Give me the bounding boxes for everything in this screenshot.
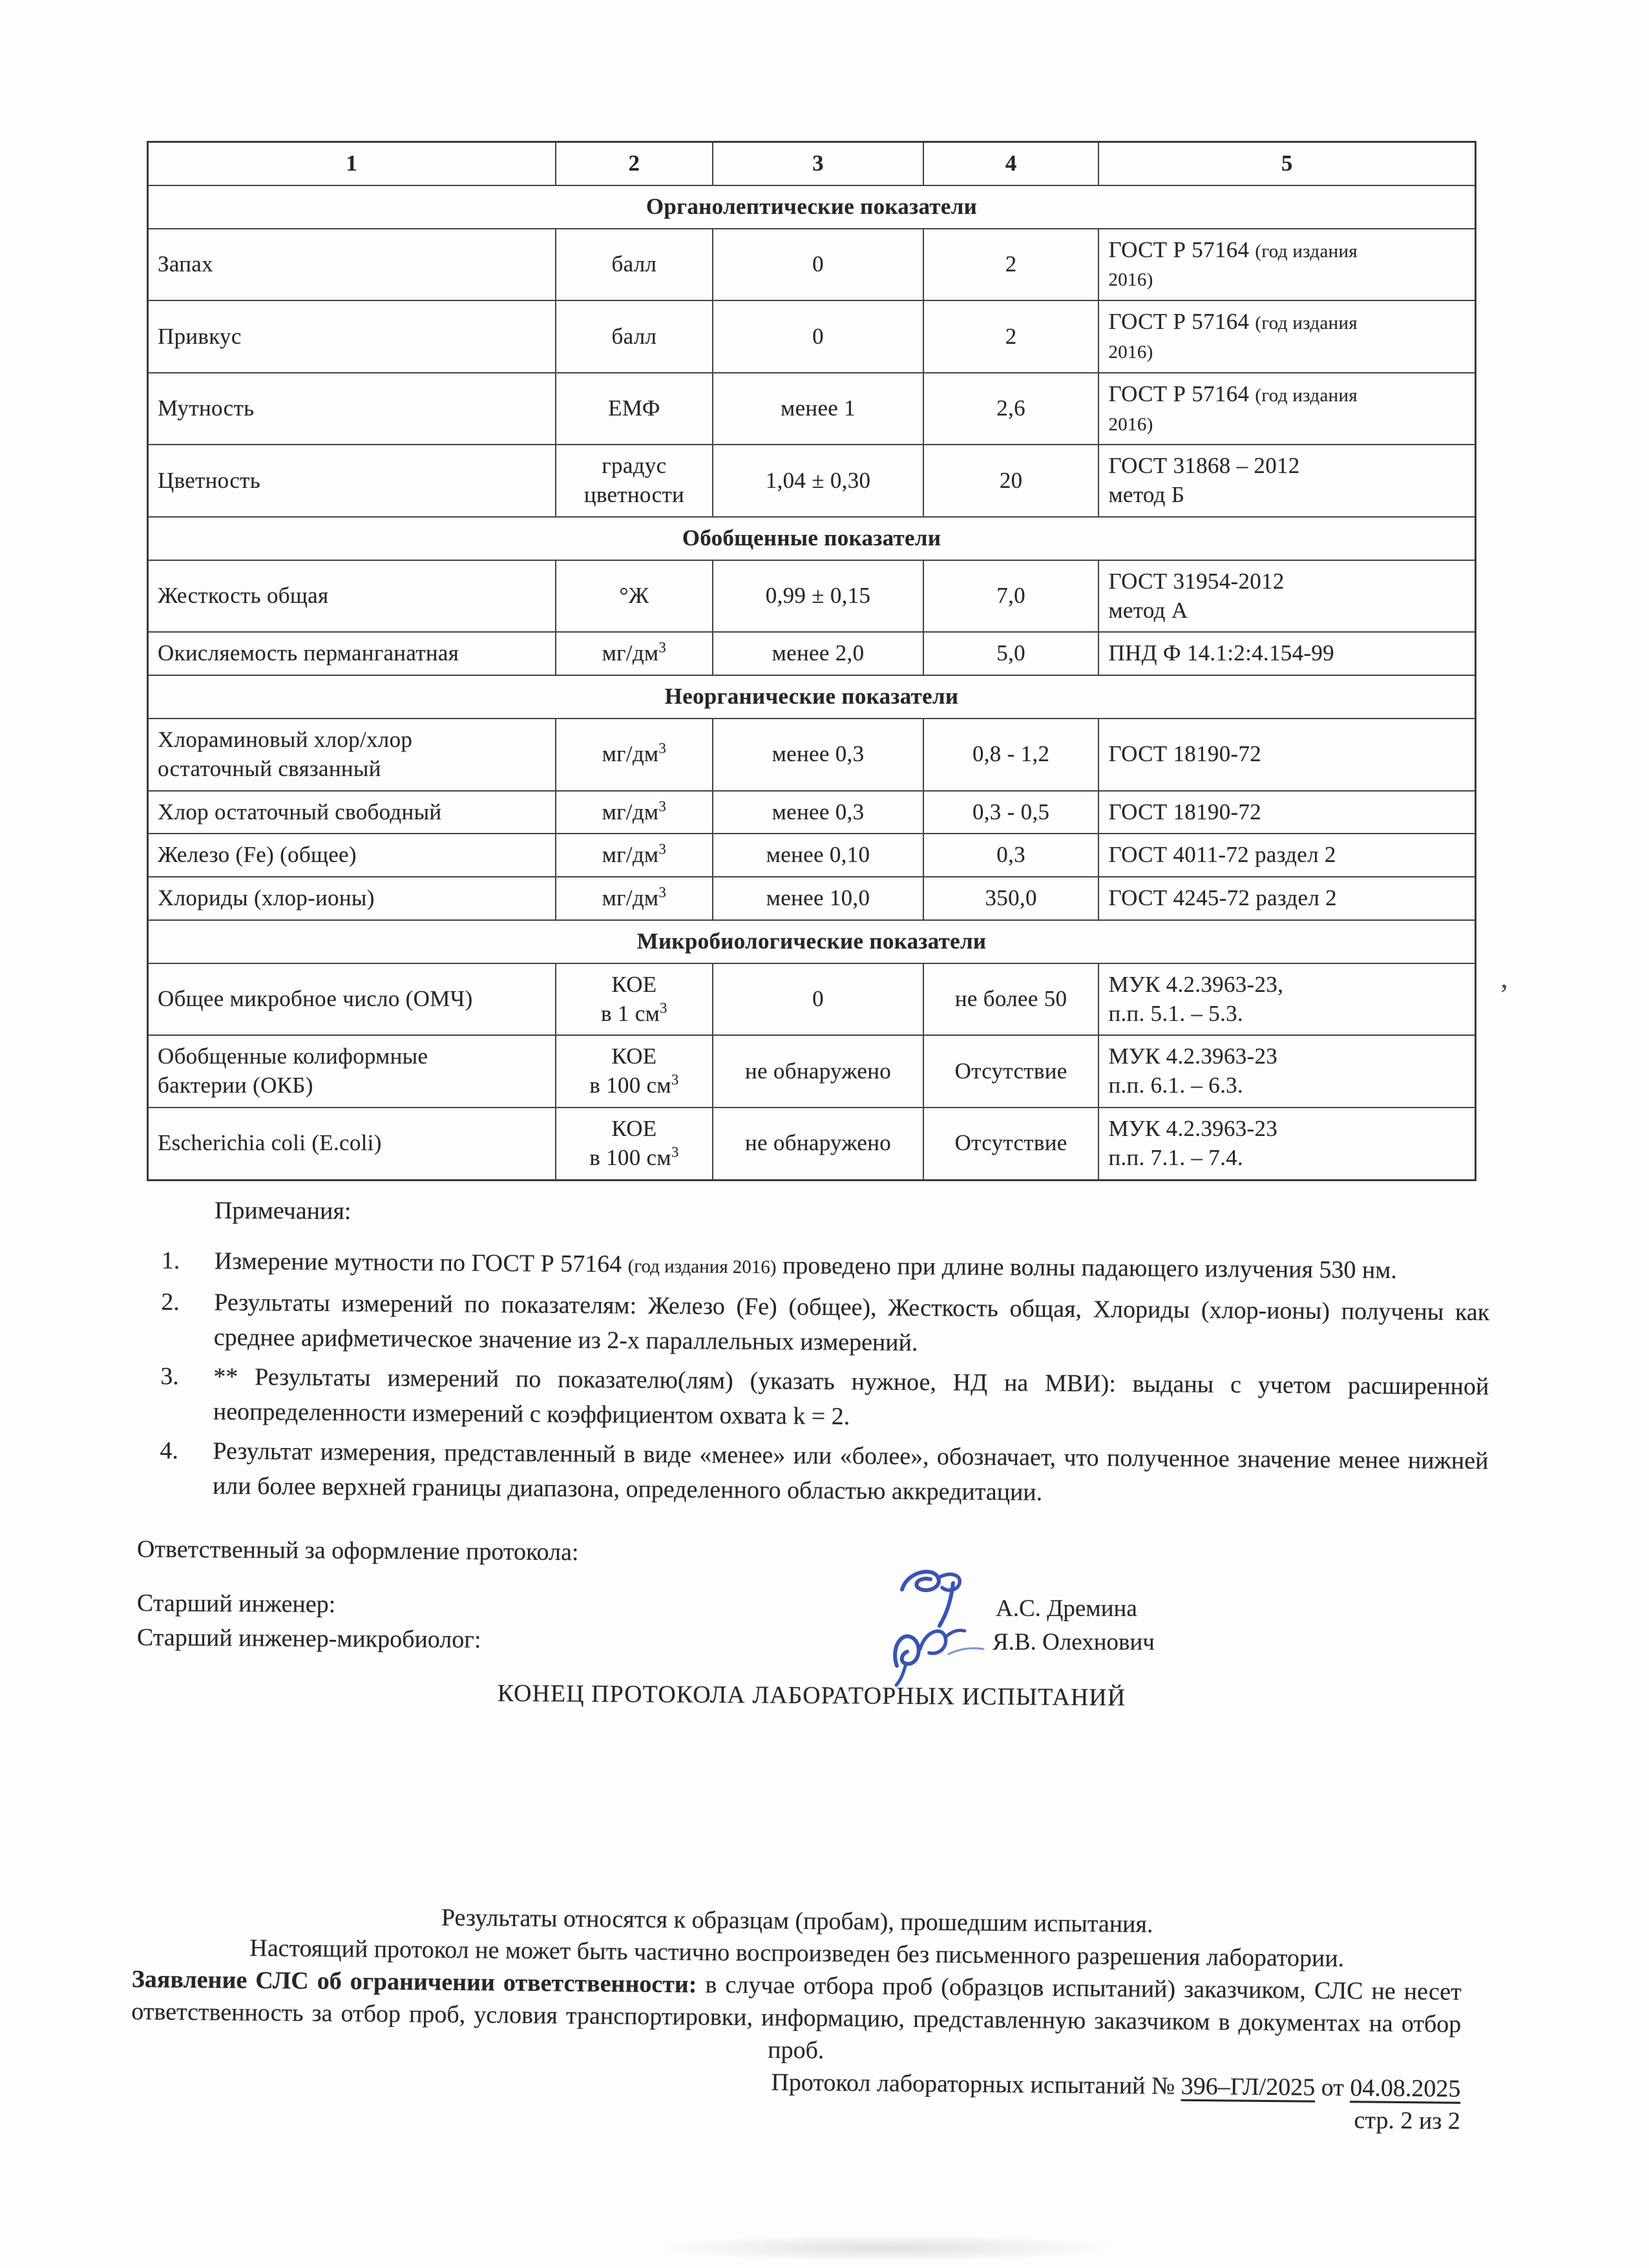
cell-result: 1,04 ± 0,30	[713, 445, 923, 517]
column-header: 5	[1098, 142, 1475, 185]
section-title: Неорганические показатели	[148, 675, 1476, 719]
note-item	[160, 1433, 1489, 1513]
cell-result: 0	[713, 963, 923, 1036]
cell-norm: 0,3 - 0,5	[923, 791, 1099, 834]
note-text: Результат измерения, представленный в виде «менее» или «более», обозначает, что полученное значение менее нижней или более верхней границы диапазона, определенного областью аккредитации.	[212, 1437, 1489, 1506]
results-table	[147, 141, 1476, 1181]
cell-indicator: Жесткость общая	[148, 560, 556, 633]
cell-indicator: Общее микробное число (ОМЧ)	[148, 963, 556, 1036]
cell-method: ГОСТ Р 57164 (год издания 2016)	[1098, 300, 1475, 373]
cell-unit: КОЕ в 100 $см^3$	[556, 1108, 713, 1180]
cell-norm: 20	[923, 445, 1099, 517]
cell-method: ГОСТ 4245-72 раздел 2	[1098, 877, 1475, 920]
cell-method: ГОСТ 31954-2012 метод А	[1098, 560, 1475, 633]
cell-indicator: Хлор остаточный свободный	[148, 791, 556, 834]
cell-indicator: Обобщенные колиформные бактерии (ОКБ)	[148, 1035, 556, 1108]
column-header: 3	[713, 142, 923, 185]
table-row	[148, 1035, 1476, 1108]
section-row	[148, 185, 1476, 229]
cell-result: менее 0,3	[713, 719, 923, 791]
table-row	[148, 229, 1476, 301]
cell-norm: 350,0	[923, 877, 1099, 920]
cell-indicator: Цветность	[148, 445, 556, 517]
cell-unit: $мг/дм^3$	[556, 632, 713, 675]
note-item	[160, 1359, 1489, 1439]
cell-unit: градус цветности	[556, 445, 713, 517]
cell-unit: ЕМФ	[556, 373, 713, 445]
table-row	[148, 445, 1476, 517]
cell-indicator: Железо (Fe) (общее)	[148, 834, 556, 877]
cell-norm: не более 50	[923, 963, 1099, 1036]
cell-unit: КОЕ в 100 $см^3$	[556, 1035, 713, 1108]
scan-smudge	[653, 2234, 1118, 2262]
section-row	[148, 675, 1476, 719]
notes-list	[160, 1243, 1490, 1518]
cell-norm: Отсутствие	[923, 1035, 1099, 1108]
cell-result: менее 0,3	[713, 791, 923, 834]
footer-reproduction-line: Настоящий протокол не может быть частично воспроизведен без письменного разрешения лаборатории.	[249, 1934, 1345, 1973]
section-title: Микробиологические показатели	[148, 920, 1476, 963]
page-number: стр. 2 из 2	[1354, 2106, 1461, 2135]
column-header: 1	[148, 142, 556, 185]
section-row	[148, 517, 1476, 560]
cell-indicator: Хлораминовый хлор/хлор остаточный связанный	[148, 719, 556, 791]
cell-indicator: Запах	[148, 229, 556, 301]
footer	[131, 1898, 1462, 2137]
cell-unit: КОЕ в 1 $см^3$	[556, 963, 713, 1036]
note-text: ** Результаты измерений по показателю(лям) (указать нужное, НД на МВИ): выданы с учетом расширенной неопределенности измерений с коэффициентом охвата k = 2.	[213, 1363, 1489, 1431]
cell-norm: 2,6	[923, 373, 1099, 445]
cell-norm: 2	[923, 229, 1099, 301]
scan-artifact-mark: ’	[1499, 978, 1509, 1011]
signer-role-engineer: Старший инженер:	[136, 1589, 336, 1619]
cell-norm: 0,3	[923, 834, 1099, 877]
signer-name-engineer: А.С. Дремина	[996, 1595, 1137, 1622]
end-of-protocol-line: КОНЕЦ ПРОТОКОЛА ЛАБОРАТОРНЫХ ИСПЫТАНИЙ	[497, 1679, 1126, 1712]
cell-result: 0	[713, 229, 923, 301]
signature-microbiologist-icon	[887, 1621, 990, 1692]
cell-result: менее 2,0	[713, 632, 923, 675]
signer-name-microbiologist: Я.В. Олехнович	[993, 1629, 1155, 1655]
column-header: 4	[923, 142, 1099, 185]
cell-result: 0,99 ± 0,15	[713, 560, 923, 633]
note-number: 3.	[160, 1362, 180, 1391]
note-number: 1.	[161, 1246, 180, 1275]
note-number: 2.	[161, 1288, 180, 1316]
cell-unit: $мг/дм^3$	[556, 719, 713, 791]
footer-disclaimer: Заявление СЛС об ограничении ответственности: в случае отбора проб (образцов испытаний) заказчиком, СЛС не несет ответственность за отбор проб, условия транспортировки, информацию, представленную заказчиком в документах на отбор проб.	[131, 1966, 1462, 2064]
cell-indicator: Окисляемость перманганатная	[148, 632, 556, 675]
cell-method: ГОСТ 4011-72 раздел 2	[1098, 834, 1475, 877]
cell-result: менее 1	[713, 373, 923, 445]
cell-unit: балл	[556, 300, 713, 373]
table-row	[148, 719, 1476, 791]
note-item	[162, 1243, 1490, 1290]
results-table-body	[148, 142, 1476, 1181]
cell-method: ГОСТ Р 57164 (год издания 2016)	[1098, 373, 1475, 445]
cell-method: ГОСТ 31868 – 2012 метод Б	[1098, 445, 1475, 517]
cell-norm: 0,8 - 1,2	[923, 719, 1099, 791]
cell-indicator: Хлориды (хлор-ионы)	[148, 877, 556, 920]
cell-norm: 7,0	[923, 560, 1099, 633]
cell-method: ГОСТ 18190-72	[1098, 719, 1475, 791]
cell-result: менее 10,0	[713, 877, 923, 920]
table-header-row	[148, 142, 1476, 185]
responsible-label: Ответственный за оформление протокола:	[136, 1535, 579, 1566]
cell-indicator: Escherichia coli (E.coli)	[148, 1108, 556, 1180]
cell-method: МУК 4.2.3963-23 п.п. 6.1. – 6.3.	[1098, 1035, 1475, 1108]
cell-method: МУК 4.2.3963-23, п.п. 5.1. – 5.3.	[1098, 963, 1475, 1036]
cell-norm: Отсутствие	[923, 1108, 1099, 1180]
cell-unit: $мг/дм^3$	[556, 791, 713, 834]
signer-role-microbiologist: Старший инженер-микробиолог:	[136, 1624, 481, 1654]
results-table-wrapper	[147, 141, 1476, 1181]
note-text: Результаты измерений по показателям: Железо (Fe) (общее), Жесткость общая, Хлориды (хлор-ионы) получены как среднее арифметическое значение из 2-х параллельных измерений.	[213, 1288, 1490, 1357]
notes-label: Примечания:	[214, 1197, 352, 1225]
table-row	[148, 834, 1476, 877]
column-header: 2	[556, 142, 713, 185]
table-row	[148, 632, 1476, 675]
footer-results-line: Результаты относятся к образцам (пробам), прошедшим испытания.	[441, 1904, 1153, 1938]
section-row	[148, 920, 1476, 963]
cell-method: МУК 4.2.3963-23 п.п. 7.1. – 7.4.	[1098, 1108, 1475, 1180]
table-row	[148, 791, 1476, 834]
cell-unit: $мг/дм^3$	[556, 877, 713, 920]
cell-method: ГОСТ 18190-72	[1098, 791, 1475, 834]
cell-method: ГОСТ Р 57164 (год издания 2016)	[1098, 229, 1475, 301]
note-text: Измерение мутности по ГОСТ Р 57164 (год издания 2016) проведено при длине волны падающего излучения 530 нм.	[214, 1247, 1398, 1285]
note-number: 4.	[160, 1436, 179, 1465]
table-row	[148, 963, 1476, 1036]
section-title: Органолептические показатели	[148, 185, 1476, 229]
cell-indicator: Мутность	[148, 373, 556, 445]
cell-result: не обнаружено	[713, 1035, 923, 1108]
table-row	[148, 1108, 1476, 1180]
note-item	[161, 1285, 1490, 1365]
cell-result: 0	[713, 300, 923, 373]
protocol-number-line: Протокол лабораторных испытаний № 396–ГЛ/2025 от 04.08.2025	[771, 2068, 1461, 2103]
table-row	[148, 373, 1476, 445]
cell-indicator: Привкус	[148, 300, 556, 373]
cell-method: ПНД Ф 14.1:2:4.154-99	[1098, 632, 1475, 675]
section-title: Обобщенные показатели	[148, 517, 1476, 560]
cell-norm: 5,0	[923, 632, 1099, 675]
cell-result: менее 0,10	[713, 834, 923, 877]
cell-unit: $мг/дм^3$	[556, 834, 713, 877]
table-row	[148, 560, 1476, 633]
cell-unit: °Ж	[556, 560, 713, 633]
cell-unit: балл	[556, 229, 713, 301]
cell-norm: 2	[923, 300, 1099, 373]
cell-result: не обнаружено	[713, 1108, 923, 1180]
table-row	[148, 300, 1476, 373]
table-row	[148, 877, 1476, 920]
